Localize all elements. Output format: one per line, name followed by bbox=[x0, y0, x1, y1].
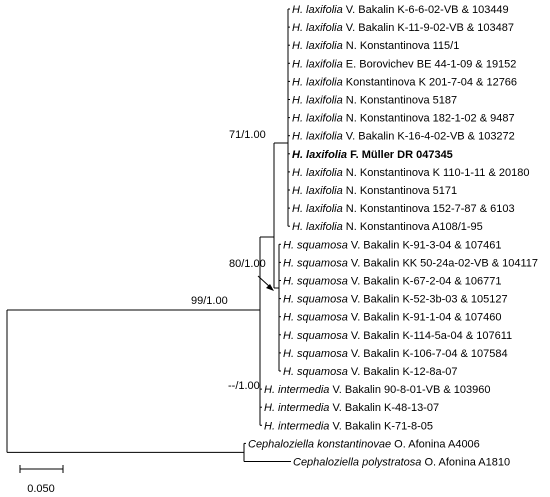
taxon-voucher: V. Bakalin K-71-8-05 bbox=[329, 420, 433, 433]
taxon-voucher: O. Afonina A4006 bbox=[391, 438, 480, 451]
tree-branches bbox=[7, 9, 291, 462]
support-value-ingroup-clade: 99/1.00 bbox=[191, 295, 228, 307]
taxon-genus: H. laxifolia bbox=[292, 112, 343, 125]
taxon-genus: H. laxifolia bbox=[292, 148, 348, 161]
taxon-genus: H. squamosa bbox=[283, 275, 348, 288]
taxon-label bbox=[264, 420, 433, 432]
taxon-label bbox=[292, 4, 509, 16]
taxon-genus: H. intermedia bbox=[264, 402, 330, 415]
taxon-voucher: N. Konstantinova 152-7-87 & 6103 bbox=[342, 203, 515, 216]
scale-bar bbox=[20, 465, 63, 495]
taxon-voucher: V. Bakalin K-6-6-02-VB & 103449 bbox=[342, 4, 509, 16]
taxon-voucher: V. Bakalin K-91-3-04 & 107461 bbox=[347, 239, 502, 252]
taxon-label bbox=[292, 149, 453, 161]
taxon-voucher: N. Konstantinova 115/1 bbox=[342, 40, 460, 53]
taxon-label bbox=[292, 221, 483, 233]
taxon-label bbox=[292, 131, 515, 143]
support-value-intermedia-clade: --/1.00 bbox=[228, 380, 260, 392]
taxon-label bbox=[292, 76, 517, 88]
taxon-genus: H. laxifolia bbox=[292, 76, 343, 89]
taxon-genus: H. laxifolia bbox=[292, 203, 343, 216]
taxon-voucher: V. Bakalin K-91-1-04 & 107460 bbox=[347, 311, 502, 324]
taxon-label bbox=[292, 95, 457, 107]
taxon-voucher: V. Bakalin K-52-3b-03 & 105127 bbox=[347, 293, 508, 306]
taxon-label bbox=[283, 294, 508, 306]
taxon-genus: H. laxifolia bbox=[292, 22, 343, 35]
taxon-label bbox=[283, 366, 457, 378]
taxon-genus: H. laxifolia bbox=[292, 4, 343, 16]
taxon-genus: H. laxifolia bbox=[292, 166, 343, 179]
taxon-voucher: E. Borovichev BE 44-1-09 & 19152 bbox=[342, 58, 517, 71]
taxon-genus: H. laxifolia bbox=[292, 185, 343, 197]
taxon-genus: H. squamosa bbox=[283, 347, 348, 360]
scale-bar-label: 0.050 bbox=[27, 483, 55, 495]
taxon-voucher: V. Bakalin K-11-9-02-VB & 103487 bbox=[342, 22, 514, 35]
taxon-voucher: V. Bakalin K-12-8a-07 bbox=[347, 366, 458, 378]
taxon-voucher: N. Konstantinova 5171 bbox=[342, 185, 458, 197]
taxon-label bbox=[292, 22, 514, 34]
taxon-genus: H. squamosa bbox=[283, 257, 348, 270]
taxon-genus: H. squamosa bbox=[283, 366, 348, 378]
taxon-voucher: V. Bakalin K-48-13-07 bbox=[329, 402, 440, 415]
taxon-genus: H. laxifolia bbox=[292, 40, 343, 53]
taxon-genus: H. squamosa bbox=[283, 293, 348, 306]
taxon-label bbox=[264, 402, 439, 414]
taxon-genus: H. laxifolia bbox=[292, 130, 343, 143]
taxon-voucher: N. Konstantinova A108/1-95 bbox=[342, 221, 483, 234]
taxon-label bbox=[283, 257, 538, 269]
taxon-label bbox=[292, 58, 516, 70]
taxon-voucher: Konstantinova K 201-7-04 & 12766 bbox=[342, 76, 518, 89]
taxon-label bbox=[283, 312, 502, 324]
taxon-voucher: V. Bakalin K-106-7-04 & 107584 bbox=[347, 347, 508, 360]
taxon-label bbox=[292, 185, 457, 197]
taxon-voucher: V. Bakalin 90-8-01-VB & 103960 bbox=[329, 384, 491, 397]
taxon-label bbox=[248, 438, 480, 450]
taxon-genus: H. squamosa bbox=[283, 311, 348, 324]
taxon-label bbox=[292, 203, 515, 215]
taxon-genus: H. laxifolia bbox=[292, 58, 343, 71]
taxon-genus: H. laxifolia bbox=[292, 221, 343, 234]
taxon-label bbox=[292, 167, 529, 179]
taxon-genus: H. squamosa bbox=[283, 239, 348, 252]
taxon-label bbox=[264, 384, 490, 396]
taxon-genus: Cephaloziella konstantinovae bbox=[248, 438, 392, 451]
taxon-voucher: V. Bakalin KK 50-24a-02-VB & 104117 bbox=[347, 257, 538, 270]
taxon-label bbox=[292, 113, 515, 125]
taxon-voucher: V. Bakalin K-16-4-02-VB & 103272 bbox=[342, 130, 515, 143]
taxon-voucher: N. Konstantinova 5187 bbox=[342, 94, 458, 107]
taxon-label bbox=[292, 40, 459, 52]
taxon-genus: H. intermedia bbox=[264, 384, 330, 397]
support-value-laxifolia-clade: 71/1.00 bbox=[229, 129, 266, 141]
taxon-genus: H. laxifolia bbox=[292, 94, 343, 107]
taxon-label bbox=[283, 239, 502, 251]
taxon-voucher: F. Müller DR 047345 bbox=[347, 148, 453, 161]
support-value-squamosa-clade: 80/1.00 bbox=[229, 258, 266, 270]
taxon-voucher: O. Afonina A1810 bbox=[421, 456, 511, 469]
taxon-voucher: V. Bakalin K-114-5a-04 & 107611 bbox=[347, 329, 513, 342]
taxon-voucher: V. Bakalin K-67-2-04 & 106771 bbox=[347, 275, 502, 288]
taxon-voucher: N. Konstantinova K 110-1-11 & 20180 bbox=[342, 166, 530, 179]
taxon-labels bbox=[248, 4, 538, 469]
taxon-genus: H. squamosa bbox=[283, 329, 348, 342]
taxon-label bbox=[283, 276, 502, 288]
taxon-genus: Cephaloziella polystratosa bbox=[293, 456, 422, 469]
taxon-label bbox=[283, 348, 508, 360]
taxon-voucher: N. Konstantinova 182-1-02 & 9487 bbox=[342, 112, 515, 125]
taxon-label bbox=[283, 330, 512, 342]
taxon-genus: H. intermedia bbox=[264, 420, 330, 433]
taxon-label bbox=[293, 457, 510, 469]
